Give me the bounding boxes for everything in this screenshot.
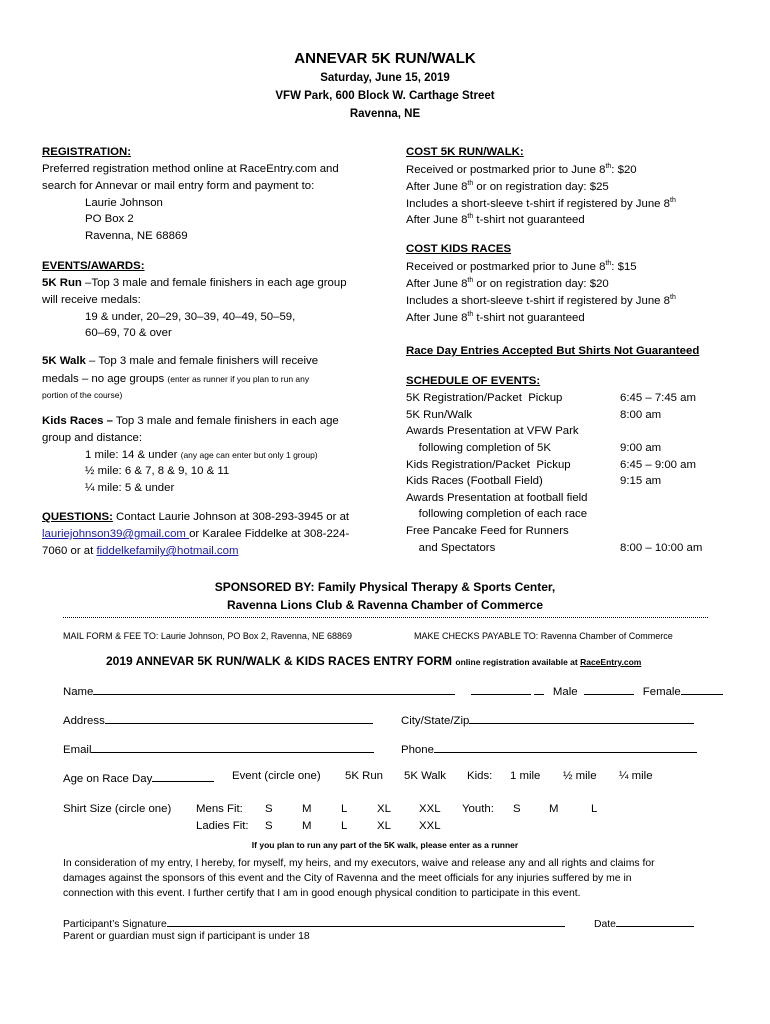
cost-line: After June 8th or on registration day: $25: [406, 180, 609, 193]
schedule-item-time: 9:15 am: [620, 475, 662, 487]
questions-text: 7060 or at fiddelkefamily@hotmail.com: [42, 545, 239, 557]
schedule-item-time: 8:00 am: [620, 409, 662, 421]
waiver-line: In consideration of my entry, I hereby, for myself, my heirs, and my executors, waive and release any and all rights and claims for: [63, 858, 655, 869]
mens-size-option[interactable]: S: [265, 803, 273, 815]
schedule-item-time: 9:00 am: [620, 442, 662, 454]
walk-awards-text: medals – no age groups (enter as runner if you plan to run any: [42, 373, 310, 385]
ladies-fit-label: Ladies Fit:: [196, 820, 249, 832]
schedule-item-name: Free Pancake Feed for Runners: [406, 525, 569, 537]
mail-form-info: MAIL FORM & FEE TO: Laurie Johnson, PO Box 2, Ravenna, NE 68869: [63, 631, 352, 641]
shirt-size-label: Shirt Size (circle one): [63, 803, 172, 815]
kids-option-1-mile[interactable]: 1 mile: [510, 770, 541, 782]
schedule-item-name: Kids Registration/Packet Pickup: [406, 459, 571, 471]
kids-cost-heading: COST KIDS RACES: [406, 243, 512, 255]
kids-group: 1 mile: 14 & under (any age can enter but only 1 group): [85, 449, 318, 461]
registration-heading: REGISTRATION:: [42, 146, 132, 158]
mailing-address-city: Ravenna, NE 68869: [85, 230, 188, 242]
mailing-address-box: PO Box 2: [85, 213, 134, 225]
mens-fit-label: Mens Fit:: [196, 803, 243, 815]
page-title: ANNEVAR 5K RUN/WALK: [294, 50, 476, 67]
city-state-zip-field[interactable]: [469, 712, 694, 724]
run-awards-text: will receive medals:: [42, 294, 141, 306]
questions-text: QUESTIONS: Contact Laurie Johnson at 308-293-3945 or at: [42, 511, 350, 523]
entry-form-title: 2019 ANNEVAR 5K RUN/WALK & KIDS RACES ENTRY FORM online registration available at RaceEntry.com: [106, 654, 642, 668]
schedule-item-name: 5K Run/Walk: [406, 409, 473, 421]
age-groups: 19 & under, 20–29, 30–39, 40–49, 50–59,: [85, 311, 296, 323]
checks-payable-info: MAKE CHECKS PAYABLE TO: Ravenna Chamber of Commerce: [414, 631, 673, 641]
female-field[interactable]: [681, 683, 723, 695]
ladies-size-option[interactable]: M: [302, 820, 312, 832]
registration-line: search for Annevar or mail entry form and payment to:: [42, 180, 315, 192]
age-row: Age on Race Day: [63, 770, 214, 785]
signature-field[interactable]: [167, 915, 565, 927]
event-location: VFW Park, 600 Block W. Carthage Street: [275, 90, 495, 102]
runner-note: If you plan to run any part of the 5K walk, please enter as a runner: [251, 840, 519, 850]
schedule-item-name: following completion of 5K: [406, 442, 551, 454]
schedule-item-name: following completion of each race: [406, 508, 588, 520]
signature-row: Participant’s Signature: [63, 915, 565, 930]
kids-group: ½ mile: 6 & 7, 8 & 9, 10 & 11: [85, 465, 230, 477]
ladies-size-option[interactable]: XL: [377, 820, 391, 832]
city-row: City/State/Zip: [401, 712, 694, 727]
kids-option-quarter-mile[interactable]: ¼ mile: [619, 770, 653, 782]
waiver-line: connection with this event. I further certify that I am in good enough physical condition to participate in this event.: [63, 888, 581, 899]
cost-line: Received or postmarked prior to June 8th: $20: [406, 163, 637, 176]
event-label: Event (circle one): [232, 770, 321, 782]
kids-cost-line: Received or postmarked prior to June 8th: $15: [406, 260, 637, 273]
sponsors-line: SPONSORED BY: Family Physical Therapy & Sports Center,: [214, 580, 556, 594]
schedule-item-time: 8:00 – 10:00 am: [620, 542, 703, 554]
email-row: Email: [63, 741, 374, 756]
race-day-notice: Race Day Entries Accepted But Shirts Not Guaranteed: [406, 345, 700, 357]
mailing-address-name: Laurie Johnson: [85, 197, 163, 209]
cost-line: After June 8th t-shirt not guaranteed: [406, 213, 585, 226]
name-row: Name Male Female: [63, 683, 723, 698]
ladies-size-option[interactable]: S: [265, 820, 273, 832]
kids-label: Kids:: [467, 770, 493, 782]
events-heading: EVENTS/AWARDS:: [42, 260, 145, 272]
schedule-item-name: and Spectators: [406, 542, 496, 554]
mens-size-option[interactable]: L: [341, 803, 348, 815]
kids-cost-line: Includes a short-sleeve t-shirt if registered by June 8th: [406, 294, 676, 307]
kids-awards-text: group and distance:: [42, 432, 143, 444]
event-option-5k-run[interactable]: 5K Run: [345, 770, 383, 782]
schedule-item-time: 6:45 – 9:00 am: [620, 459, 696, 471]
run-awards-text: 5K Run –Top 3 male and female finishers in each age group: [42, 277, 347, 289]
event-date: Saturday, June 15, 2019: [320, 72, 450, 84]
phone-field[interactable]: [434, 741, 697, 753]
name-field[interactable]: [93, 683, 455, 695]
mens-size-option[interactable]: XL: [377, 803, 391, 815]
questions-text: lauriejohnson39@gmail.com or Karalee Fiddelke at 308-224-: [42, 528, 350, 540]
sponsors-line: Ravenna Lions Club & Ravenna Chamber of Commerce: [226, 598, 544, 612]
address-field[interactable]: [105, 712, 373, 724]
date-field[interactable]: [616, 915, 694, 927]
youth-size-option[interactable]: S: [513, 803, 521, 815]
ladies-size-option[interactable]: XXL: [419, 820, 441, 832]
schedule-item-name: Awards Presentation at VFW Park: [406, 425, 579, 437]
schedule-item-time: 6:45 – 7:45 am: [620, 392, 696, 404]
waiver-line: damages against the sponsors of this event and the City of Ravenna and the meet officials for any injuries suffered by me in: [63, 873, 632, 884]
registration-line: Preferred registration method online at RaceEntry.com and: [42, 163, 339, 175]
youth-size-option[interactable]: L: [591, 803, 598, 815]
schedule-item-name: 5K Registration/Packet Pickup: [406, 392, 563, 404]
walk-awards-text: 5K Walk – Top 3 male and female finishers will receive: [42, 355, 319, 367]
email-field[interactable]: [91, 741, 374, 753]
youth-label: Youth:: [462, 803, 494, 815]
mens-size-option[interactable]: XXL: [419, 803, 441, 815]
schedule-heading: SCHEDULE OF EVENTS:: [406, 375, 541, 387]
email-link[interactable]: fiddelkefamily@hotmail.com: [96, 545, 239, 557]
cost-line: Includes a short-sleeve t-shirt if registered by June 8th: [406, 197, 676, 210]
ladies-size-option[interactable]: L: [341, 820, 348, 832]
kids-awards-text: Kids Races – Top 3 male and female finishers in each age: [42, 415, 339, 427]
gender-blank-field[interactable]: [534, 683, 544, 695]
kids-option-half-mile[interactable]: ½ mile: [563, 770, 597, 782]
kids-cost-line: After June 8th or on registration day: $20: [406, 277, 609, 290]
event-option-5k-walk[interactable]: 5K Walk: [404, 770, 446, 782]
address-row: Address: [63, 712, 373, 727]
email-link[interactable]: lauriejohnson39@gmail.com: [42, 528, 190, 540]
guardian-note: Parent or guardian must sign if participant is under 18: [63, 931, 310, 942]
cut-line: [63, 617, 708, 618]
schedule-item-name: Kids Races (Football Field): [406, 475, 543, 487]
youth-size-option[interactable]: M: [549, 803, 559, 815]
date-row: Date: [594, 915, 694, 930]
age-groups: 60–69, 70 & over: [85, 327, 172, 339]
mens-size-option[interactable]: M: [302, 803, 312, 815]
gender-blank-field[interactable]: [471, 683, 531, 695]
kids-cost-line: After June 8th t-shirt not guaranteed: [406, 311, 585, 324]
schedule-item-name: Awards Presentation at football field: [406, 492, 588, 504]
age-field[interactable]: [152, 770, 214, 782]
walk-awards-note: portion of the course): [42, 390, 123, 400]
phone-row: Phone: [401, 741, 697, 756]
kids-group: ¼ mile: 5 & under: [85, 482, 175, 494]
event-city: Ravenna, NE: [349, 108, 421, 120]
male-field[interactable]: [584, 683, 634, 695]
cost-heading: COST 5K RUN/WALK:: [406, 146, 524, 158]
